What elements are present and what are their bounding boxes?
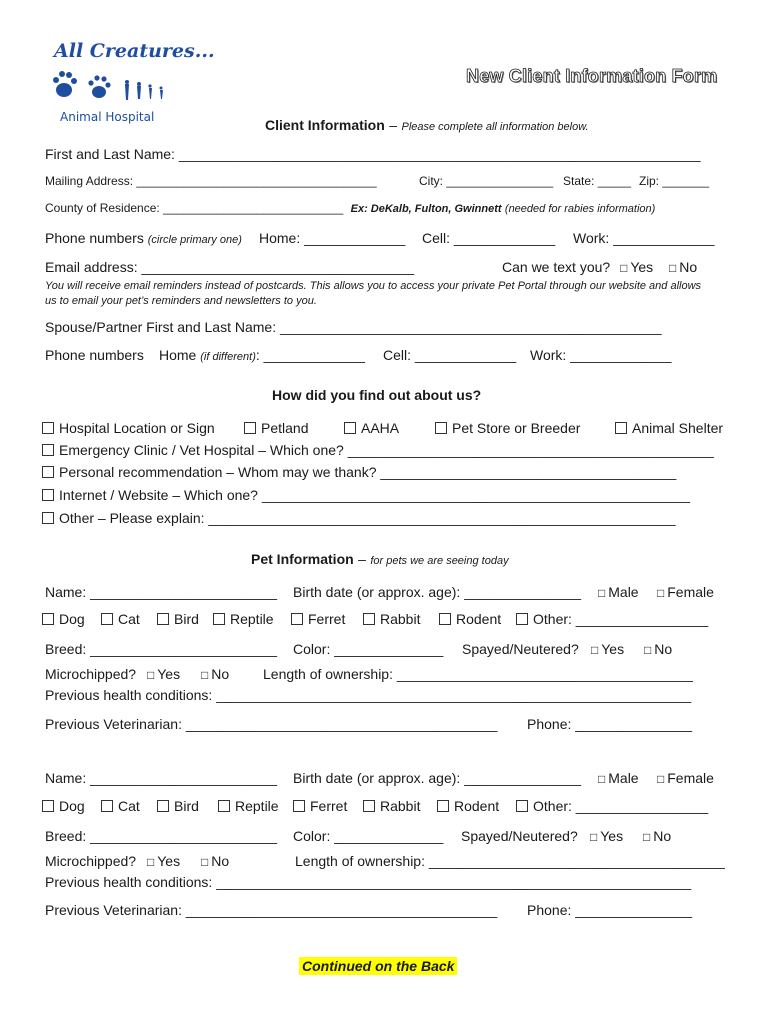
pet2-length-field[interactable]: Length of ownership: ______________________________________ <box>295 853 725 869</box>
work2-phone-field[interactable]: Work: _____________ <box>530 347 672 363</box>
spouse-name-field[interactable]: Spouse/Partner First and Last Name: _________________________________________________ <box>45 319 662 335</box>
pet1-species-rabbit[interactable]: Rabbit <box>363 611 420 627</box>
pet1-breed-field[interactable]: Breed: ________________________ <box>45 641 278 657</box>
cell-phone-field[interactable]: Cell: _____________ <box>422 230 556 246</box>
find-option-other[interactable]: Other – Please explain: ____________________________________________________________ <box>42 510 676 526</box>
find-us-heading: How did you find out about us? <box>272 387 482 403</box>
pet2-birth-field[interactable]: Birth date (or approx. age): _______________ <box>293 770 581 786</box>
email-note-line-2: us to email your pet’s reminders and newsletters to you. <box>45 295 317 307</box>
county-example: Ex: DeKalb, Fulton, Gwinnett <box>350 203 502 215</box>
pet1-color-field[interactable]: Color: ______________ <box>293 641 444 657</box>
email-note-line-1: You will receive email reminders instead of postcards. This allows you to access your private Pet Portal through our website and allows <box>45 280 702 292</box>
pet1-species-other[interactable]: Other: _________________ <box>516 611 708 627</box>
pet2-color-field[interactable]: Color: ______________ <box>293 828 444 844</box>
pet2-male-checkbox[interactable]: □ Male <box>598 770 639 786</box>
pet2-micro-no[interactable]: □ No <box>201 853 230 869</box>
client-heading: Client Information <box>265 117 385 133</box>
pet2-species-rabbit[interactable]: Rabbit <box>363 798 420 814</box>
pet2-vet-phone-field[interactable]: Phone: _______________ <box>527 902 693 918</box>
pet1-species-rodent[interactable]: Rodent <box>439 611 501 627</box>
phone-circle-note: (circle primary one) <box>147 234 242 246</box>
pet1-female-checkbox[interactable]: □ Female <box>657 584 714 600</box>
pet2-micro-question: Microchipped? <box>45 853 137 869</box>
find-option-emergency[interactable]: Emergency Clinic / Vet Hospital – Which one? _______________________________________________ <box>42 442 714 458</box>
city-field[interactable]: City: ________________ <box>419 174 554 188</box>
form-title: New Client Information Form <box>466 66 718 86</box>
pet1-species-reptile[interactable]: Reptile <box>213 611 274 627</box>
county-field[interactable]: County of Residence: ___________________________ <box>45 201 344 215</box>
phone2-label: Phone numbers <box>45 347 144 363</box>
paw-prints-icon <box>52 64 172 104</box>
pet2-health-field[interactable]: Previous health conditions: _____________________________________________________________ <box>45 874 692 890</box>
logo-name: All Creatures... <box>54 40 215 62</box>
pet1-spayed-no[interactable]: □ No <box>644 641 673 657</box>
pet1-birth-field[interactable]: Birth date (or approx. age): _______________ <box>293 584 581 600</box>
pet1-micro-yes[interactable]: □ Yes <box>147 666 181 682</box>
logo <box>52 40 215 126</box>
pet1-species-bird[interactable]: Bird <box>157 611 199 627</box>
pet2-name-field[interactable]: Name: ________________________ <box>45 770 277 786</box>
phone-label: Phone numbers <box>45 230 144 246</box>
pet1-species-cat[interactable]: Cat <box>101 611 140 627</box>
mailing-address-field[interactable]: Mailing Address: ____________________________________ <box>45 174 377 188</box>
pet1-length-field[interactable]: Length of ownership: ______________________________________ <box>263 666 693 682</box>
find-option-pet-store[interactable]: Pet Store or Breeder <box>435 420 580 436</box>
pet2-female-checkbox[interactable]: □ Female <box>657 770 714 786</box>
home2-phone-field[interactable]: Home (if different): _____________ <box>159 347 365 363</box>
text-question: Can we text you? <box>502 259 611 275</box>
find-option-shelter[interactable]: Animal Shelter <box>615 420 723 436</box>
work-phone-field[interactable]: Work: _____________ <box>573 230 715 246</box>
pet1-health-field[interactable]: Previous health conditions: _____________________________________________________________ <box>45 687 692 703</box>
pet2-species-reptile[interactable]: Reptile <box>218 798 279 814</box>
find-option-petland[interactable]: Petland <box>244 420 308 436</box>
find-option-personal[interactable]: Personal recommendation – Whom may we thank? ______________________________________ <box>42 464 676 480</box>
pet2-species-rodent[interactable]: Rodent <box>437 798 499 814</box>
pet1-vet-field[interactable]: Previous Veterinarian: ________________________________________ <box>45 716 498 732</box>
pet1-species-ferret[interactable]: Ferret <box>291 611 345 627</box>
text-yes-checkbox[interactable]: □ Yes <box>620 259 654 275</box>
pet2-spayed-no[interactable]: □ No <box>643 828 672 844</box>
text-no-checkbox[interactable]: □ No <box>669 259 698 275</box>
pet-section-heading: Pet Information – for pets we are seeing today <box>251 551 509 567</box>
pet1-vet-phone-field[interactable]: Phone: _______________ <box>527 716 693 732</box>
pet1-micro-question: Microchipped? <box>45 666 137 682</box>
cell2-phone-field[interactable]: Cell: _____________ <box>383 347 517 363</box>
home-phone-field[interactable]: Home: _____________ <box>259 230 406 246</box>
pet2-micro-yes[interactable]: □ Yes <box>147 853 181 869</box>
zip-field[interactable]: Zip: _______ <box>639 174 710 188</box>
pet1-spayed-question: Spayed/Neutered? <box>462 641 579 657</box>
pet2-vet-field[interactable]: Previous Veterinarian: ________________________________________ <box>45 902 498 918</box>
continued-note: Continued on the Back <box>299 957 457 975</box>
pet1-male-checkbox[interactable]: □ Male <box>598 584 639 600</box>
pet2-species-dog[interactable]: Dog <box>42 798 85 814</box>
heading-dash: – <box>389 117 398 133</box>
find-option-hospital[interactable]: Hospital Location or Sign <box>42 420 215 436</box>
pet1-spayed-yes[interactable]: □ Yes <box>591 641 625 657</box>
email-field[interactable]: Email address: ___________________________________ <box>45 259 414 275</box>
pet2-species-other[interactable]: Other: _________________ <box>516 798 708 814</box>
pet2-breed-field[interactable]: Breed: ________________________ <box>45 828 278 844</box>
pet1-name-field[interactable]: Name: ________________________ <box>45 584 277 600</box>
pet2-spayed-yes[interactable]: □ Yes <box>590 828 624 844</box>
pet2-species-ferret[interactable]: Ferret <box>293 798 347 814</box>
name-field[interactable]: First and Last Name: ___________________________________________________________________ <box>45 146 701 162</box>
pet2-species-cat[interactable]: Cat <box>101 798 140 814</box>
pet2-spayed-question: Spayed/Neutered? <box>461 828 578 844</box>
client-section-heading <box>265 117 589 135</box>
county-note: (needed for rabies information) <box>504 203 656 215</box>
pet1-species-dog[interactable]: Dog <box>42 611 85 627</box>
state-field[interactable]: State: _____ <box>563 174 632 188</box>
logo-subtitle: Animal Hospital <box>60 110 155 124</box>
find-option-aaha[interactable]: AAHA <box>344 420 399 436</box>
pet1-micro-no[interactable]: □ No <box>201 666 230 682</box>
pet2-species-bird[interactable]: Bird <box>157 798 199 814</box>
client-note: Please complete all information below. <box>401 121 589 133</box>
find-option-internet[interactable]: Internet / Website – Which one? _______________________________________________________ <box>42 487 690 503</box>
